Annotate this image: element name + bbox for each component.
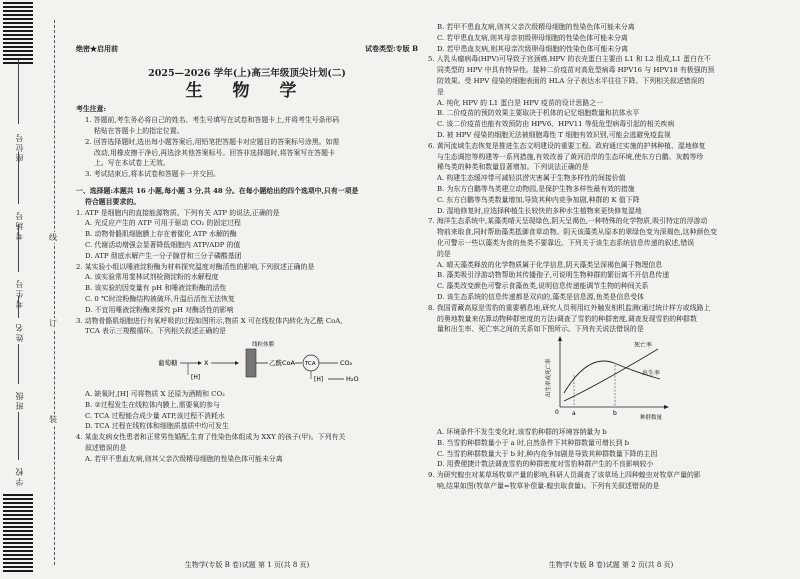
diagram-tca: TCA [305, 361, 316, 368]
field-line [18, 152, 19, 204]
diagram-x: X [204, 359, 209, 368]
option-line: B. 当雪豹种群数量小于 a 时,自然条件下其种群数量可增长到 b [437, 438, 630, 447]
notice-line: 1. 答题前,考生务必将自己的姓名、考生号填写在试卷和答题卡上,并将考生号条形码 [85, 116, 340, 125]
question-line: 化可警示一些以藻类为食的鱼类不要靠近。下列关于该生态系统信息传递的叙述,错误 [437, 238, 695, 247]
option-line: C. 藻类改变颜色可警示食藻鱼类,说明信息传递能调节生物的种间关系 [437, 282, 649, 291]
option-line: D. 若甲患血友病,则其母亲次级卵母细胞的性染色体可能未分离 [437, 44, 629, 53]
field-line [18, 224, 19, 272]
cut-word-pack: 装 [49, 415, 57, 424]
question-line: 4. 某血友病女性患者和正常男性婚配,生育了性染色体组成为 XXY 的孩子(甲)。下列有关 [76, 433, 346, 442]
section-heading: 符合题目要求的。 [85, 197, 141, 206]
field-line [18, 344, 19, 384]
top-stripe-decoration [3, 2, 33, 66]
option-line: A. 晴天藻类释放的化学物质属于化学信息,阴天藻类呈深褐色属于物理信息 [437, 260, 663, 269]
chart-origin: 0 [555, 409, 559, 417]
question-line: 的奥地数量来估算动物种群密度的方法)调查了雪豹的种群密度,调查发现雪豹的种群数 [437, 314, 697, 323]
question-line: 是 [437, 87, 444, 96]
option-line: A. 若甲不患血友病,则其父亲次级精母细胞的性染色体可能未分离 [85, 454, 283, 463]
question-line: 3. 动物骨骼肌细胞进行有氧呼吸的过程如图所示,物质 X 可在线粒体内转化为乙酰 CoA, [76, 316, 343, 325]
birth-rate-curve [564, 361, 660, 393]
option-line: D. 不宜用唾液淀粉酶来探究 pH 对酶活性的影响 [85, 305, 234, 314]
page-header [76, 44, 418, 55]
option-line: B. 藻类吸引浮游动物帮助其传播孢子,可说明生物种群的繁衍离不开信息传递 [437, 271, 670, 280]
option-line: C. TCA 过程能合成少量 ATP,该过程不消耗水 [85, 411, 225, 420]
question-line: 5. 人乳头瘤病毒(HPV)可导致子宫颈癌,HPV 的衣壳蛋白主要由 L1 和 L2 组成,L1 蛋白在不 [428, 55, 711, 64]
option-line: C. 当雪豹种群数量大于 b 时,种内竞争加剧是导致其种群数量下降的主因 [437, 449, 658, 458]
question-line: 同类型的 HPV 中具有特异性。接种二价疫苗对高危型病毒 HPV16 与 HPV18 有极强的预 [437, 66, 715, 75]
arrow-head [235, 361, 239, 365]
option-line: B. 若甲不患血友病,则其父亲次级精母细胞的性染色体可能未分离 [437, 23, 635, 31]
question-line: TCA 表示三羧酸循环。下列相关叙述正确的是 [85, 327, 227, 336]
field-school: 学校 [15, 466, 24, 486]
option-line: C. 代谢活动增强会显著降低细胞内 ATP/ADP 的值 [85, 240, 241, 249]
notice-title: 考生注意: [76, 105, 107, 114]
diagram-mito-label: 线粒体膜 [252, 342, 275, 349]
question-line: 2. 某实验小组以唾液淀粉酶为材料探究温度对酶活性的影响,下列叙述正确的是 [76, 262, 315, 271]
diagram-h2: [H] [314, 376, 324, 384]
option-line: A. 构建生态缓冲带可减轻洪涝灾害属于生物多样性的间接价值 [437, 174, 626, 183]
chart-ylabel: 出生率或死亡率 [546, 358, 552, 398]
page-footer: 生物学(专版 B 卷)试题 第 2 页(共 8 页) [548, 561, 674, 570]
question-line: 量和出生率、死亡率之间的关系如下图所示。下列有关说法错误的是 [437, 325, 644, 334]
question-line: 1. ATP 是细胞内的直接能源物质。下列有关 ATP 的说法,正确的是 [76, 208, 280, 217]
population-chart [428, 335, 794, 423]
cut-word-line: 线 [49, 233, 57, 242]
diagram-acetyl: 乙酰CoA [269, 359, 295, 368]
option-line: D. 该生态系统的信息传递都是双向的,藻类是信息源,鱼类是信息受体 [437, 292, 644, 301]
question-line: 防效果。受 HPV 侵染的细胞表面的 HLA 分子表达水平往往下降。下列相关叙述错误的 [437, 76, 705, 85]
respiration-diagram [76, 337, 418, 385]
option-line: A. 环境条件不发生变化时,该雪豹种群的环境容纳量为 b [437, 427, 607, 436]
diagram-glucose: 葡萄糖 [158, 359, 178, 368]
option-line: A. 该实验常用斐林试剂检测淀粉的水解程度 [85, 273, 219, 282]
option-line: C. 东方白鹳等鸟类数量增加,导致其种内竞争加剧,种群的 K 值下降 [437, 195, 640, 204]
page-1 [76, 0, 418, 579]
option-line: B. 二价疫苗的预防效果主要取决于机体的记忆细胞数量和抗体水平 [437, 109, 640, 118]
paper-type: 试卷类型:专版 B [365, 44, 418, 53]
option-line: C. 该二价疫苗也能有效预防由 HPV6、HPV11 等低危型病毒引起的相关疾病 [437, 120, 675, 129]
option-line: D. 被 HPV 侵染的细胞无法被细胞毒性 T 细胞有效识别,可能会逃避免疫监视 [437, 130, 671, 139]
option-line: C. 0 ℃时淀粉酶结构被破坏,升温后活性无法恢复 [85, 294, 235, 303]
field-line [18, 412, 19, 460]
chart-birth-label: 出生率 [642, 370, 661, 378]
cut-line [54, 20, 55, 565]
field-room: 考场号 [15, 210, 24, 240]
question-line: 物前来取食,同时帮助藻类抵御食草动物。阴天该藻类从原本的翠绿色变为深褐色,这种颜色变 [437, 228, 718, 237]
chart-death-label: 死亡率 [634, 342, 653, 350]
field-name: 姓名 [15, 322, 24, 342]
chart-tick-b: b [613, 410, 617, 418]
option-line: A. 光反应产生的 ATP 可用于驱动 CO₂ 的固定过程 [85, 219, 241, 228]
diagram-co2: CO₂ [340, 359, 353, 368]
option-line: D. TCA 过程在线粒体和细胞质基质中均可发生 [85, 422, 229, 431]
diagram-h: [H] [191, 374, 201, 382]
notice-line: 上。写在本试卷上无效。 [94, 159, 170, 168]
question-line: 9. 为研究蝗虫对某草场牧草产量的影响,科研人员调查了该草场上四种蝗虫对牧草产量的影 [428, 471, 701, 480]
chart-xlabel: 种群数量 [640, 415, 663, 422]
exam-title: 2025—2026 学年(上)高三年级顶尖计划(二) [148, 67, 346, 79]
secret-label: 绝密★启用前 [76, 44, 118, 53]
page-2 [428, 0, 794, 579]
field-examno: 考生号 [15, 278, 24, 308]
option-line: B. 为东方白鹳等鸟类建立动物园,是保护生物多样性最有效的措施 [437, 184, 635, 193]
question-line: 与生态调控等构建等一系列措施,有效改善了黄河沿岸的生态环境,使东方白鹳、灰鹤等珍 [437, 152, 704, 161]
notice-line: 粘贴在答题卡上的指定位置。 [94, 126, 184, 135]
axis-arrow [558, 336, 562, 341]
notice-line: 改动,用橡皮擦干净后,再选涂其他答案标号。回答非选择题时,将答案写在答题卡 [94, 148, 335, 157]
option-line: B. 该实验的因变量有 pH 和唾液淀粉酶的活性 [85, 284, 227, 293]
field-line [18, 296, 19, 318]
chart-tick-a: a [572, 410, 576, 418]
option-line: D. 用费便捷计数法调查雪豹的种群密度对雪豹种群产生的不良影响较小 [437, 460, 654, 469]
option-line: B. 动物骨骼肌细胞膜上存在着催化 ATP 水解的酶 [85, 230, 237, 239]
diagram-h2o: H₂O [346, 375, 359, 384]
subject-title: 生 物 学 [185, 80, 309, 101]
question-line: 8. 我国青藏高原是雪豹的重要栖息地,研究人员利用红外触发相机监测(通过统计样方或线路上 [428, 303, 711, 312]
notice-line: 2. 回答选择题时,选出每小题答案后,用铅笔把答题卡对应题目的答案标号涂黑。如需 [85, 137, 340, 146]
option-line: C. 若甲患血友病,则其母亲初级卵母细胞的性染色体可能未分离 [437, 33, 628, 42]
option-line: D. ATP 彻底水解产生一分子腺苷和三分子磷酸基团 [85, 251, 242, 260]
field-class: 班级 [15, 390, 24, 410]
section-heading: 一、选择题:本题共 16 小题,每小题 3 分,共 48 分。在每小题给出的四个选项中,只有一项是 [76, 186, 359, 195]
notice-line: 3. 考试结束后,将本试卷和答题卡一并交回。 [85, 170, 220, 179]
binding-margin [0, 0, 66, 579]
question-line: 的是 [437, 249, 451, 258]
question-line: 响,结果如图(牧草产量=牧草补偿量-蝗虫取食量)。下列有关叙述错误的是 [437, 481, 660, 490]
question-line: 稀鸟类的种类和数量显著增加。下列说法正确的是 [437, 163, 589, 172]
question-line: 叙述错误的是 [85, 443, 127, 452]
cut-word-bind: 订 [49, 319, 57, 328]
option-line: A. 缺氧时,[H] 可将物质 X 还原为酒精和 CO₂ [85, 389, 225, 398]
bottom-stripe-decoration [3, 494, 33, 574]
option-line: A. 纯化 HPV 的 L1 蛋白是 HPV 疫苗的设计思路之一 [437, 98, 604, 107]
axis-arrow [664, 405, 669, 409]
option-line: D. 湿地修复时,应选择种植生长较快的多种水生植物来更快修复湿地 [437, 206, 642, 215]
page-footer: 生物学(专版 B 卷)试题 第 1 页(共 8 页) [184, 561, 310, 570]
question-line: 6. 黄河流域生态恢复是推进生态文明建设的重要工程。政府通过实施的护林种植、湿地修复 [428, 141, 706, 150]
arrow-head [198, 361, 202, 365]
mito-membrane [246, 349, 256, 377]
question-line: 7. 海洋生态系统中,某藻类晴天呈现绿色,阴天呈褐色,一种特殊的化学物质,吸引特定的浮游动 [428, 217, 708, 226]
field-line [18, 60, 19, 124]
field-seat: 座位号 [15, 132, 24, 162]
option-line: B. ②过程发生在线粒体内膜上,需要氧的参与 [85, 400, 220, 409]
